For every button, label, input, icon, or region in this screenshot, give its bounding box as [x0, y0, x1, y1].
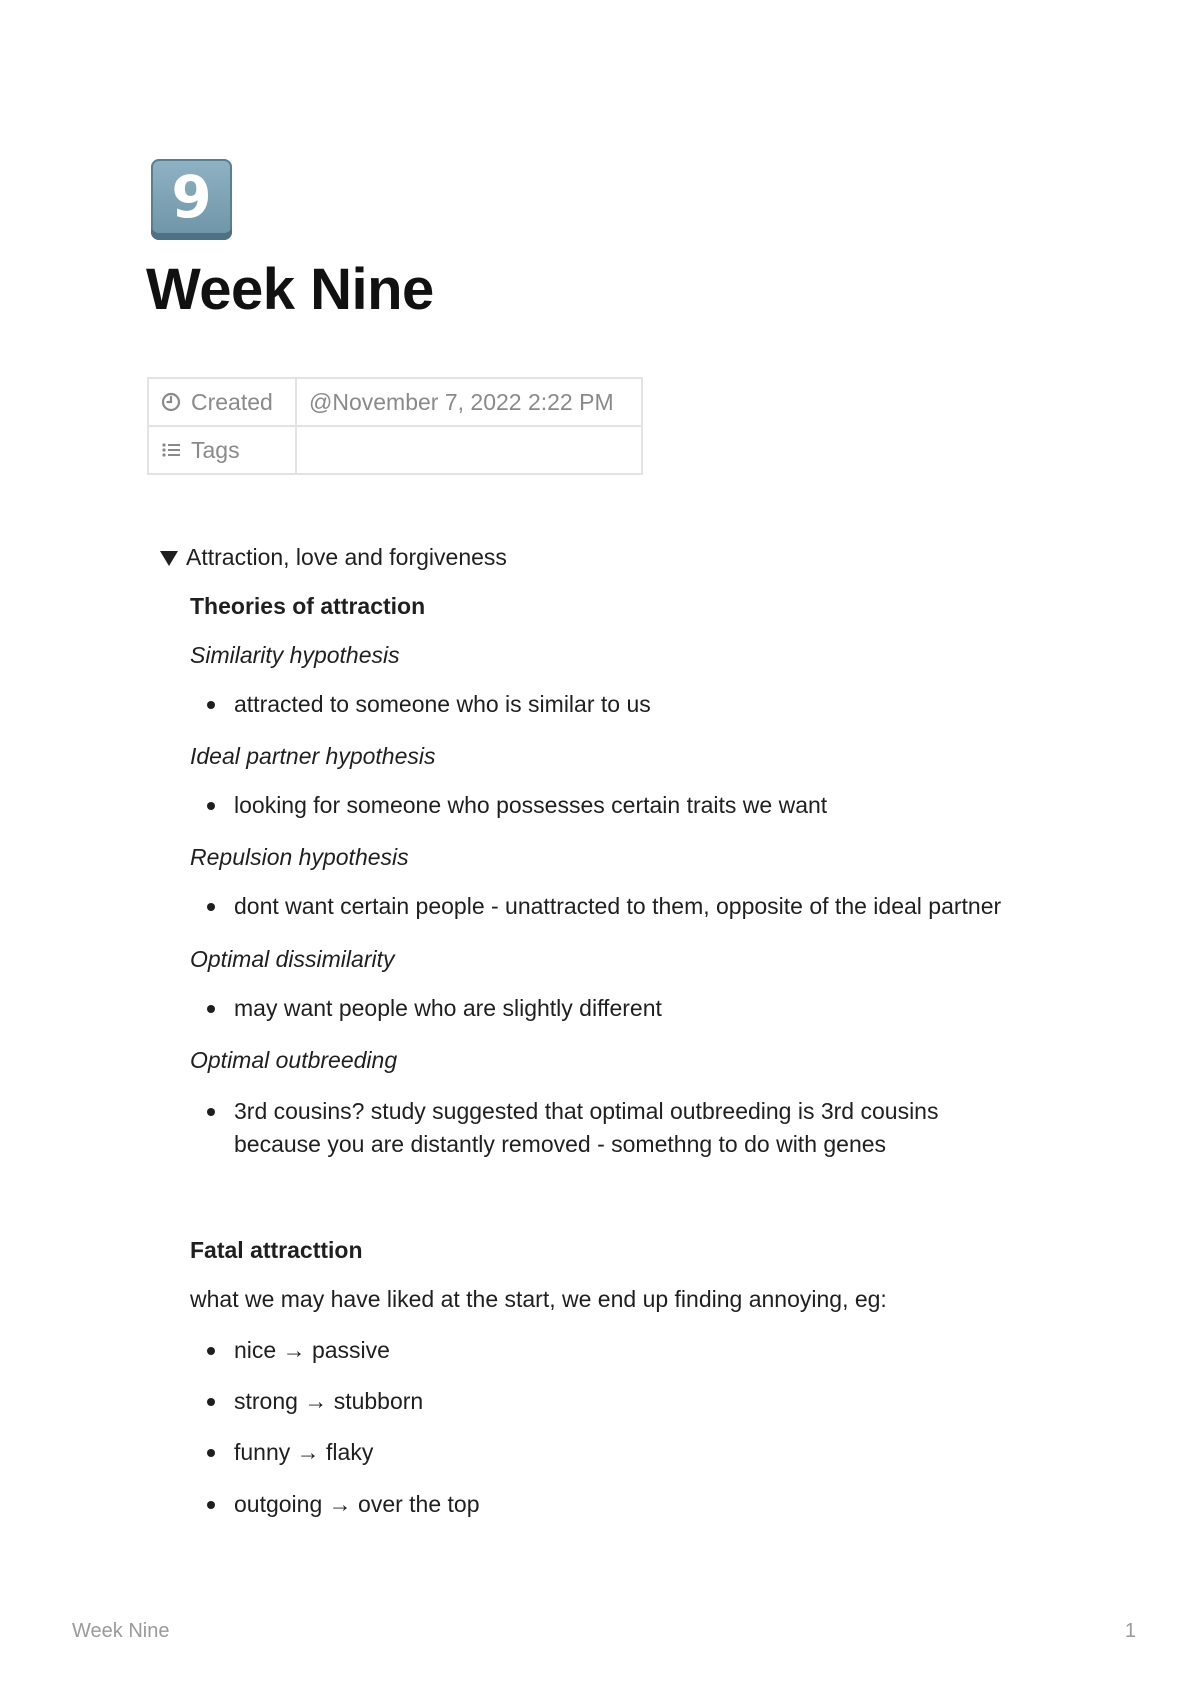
section-heading: Theories of attraction [190, 593, 426, 619]
bullet-dot [207, 1449, 215, 1457]
paragraph: what we may have liked at the start, we end up finding annoying, eg: [190, 1286, 887, 1312]
subheading: Optimal outbreeding [190, 1047, 398, 1073]
property-row-created [148, 378, 642, 426]
bullet-dot [207, 802, 215, 810]
subheading: Ideal partner hypothesis [190, 743, 436, 769]
property-key-cell [148, 378, 296, 426]
bullet-dot [207, 1398, 215, 1406]
keycap-9-icon [151, 159, 232, 240]
subheading: Repulsion hypothesis [190, 844, 409, 870]
properties-table [147, 377, 643, 475]
clock-icon [161, 392, 181, 412]
bullet-dot [207, 903, 215, 911]
footer-page-number: 1 [1124, 1620, 1136, 1642]
bullet-dot [207, 1108, 215, 1116]
list-item: may want people who are slightly different [190, 992, 662, 1025]
bullet-dot [207, 1005, 215, 1013]
bullet-dot [207, 701, 215, 709]
subheading: Similarity hypothesis [190, 642, 400, 668]
property-key-created: Created [191, 388, 273, 415]
property-value-tags[interactable] [296, 426, 642, 474]
bullet-dot [207, 1501, 215, 1509]
list-item: strong → stubborn [190, 1385, 423, 1418]
footer-title: Week Nine [72, 1620, 170, 1642]
list-item: funny → flaky [190, 1436, 373, 1469]
toggle-block[interactable] [160, 544, 507, 571]
list-item: 3rd cousins? study suggested that optimal outbreeding is 3rd cousins because you are distantly removed - somethng to do with genes [190, 1095, 938, 1162]
property-value-created[interactable]: @November 7, 2022 2:22 PM [296, 378, 642, 426]
subheading: Optimal dissimilarity [190, 946, 395, 972]
list-item: looking for someone who possesses certain traits we want [190, 789, 827, 822]
page-icon-glyph: 9 [171, 162, 212, 231]
list-item: nice → passive [190, 1334, 390, 1367]
list-item: outgoing → over the top [190, 1488, 480, 1521]
property-key-cell [148, 426, 296, 474]
bullet-dot [207, 1347, 215, 1355]
section-heading: Fatal attracttion [190, 1237, 363, 1263]
toggle-triangle-down-icon[interactable] [160, 551, 178, 566]
toggle-label: Attraction, love and forgiveness [186, 544, 507, 570]
page-title: Week Nine [146, 257, 434, 322]
list-item: dont want certain people - unattracted to them, opposite of the ideal partner [190, 890, 1001, 923]
property-key-tags: Tags [191, 436, 240, 463]
list-icon [161, 440, 181, 460]
property-row-tags [148, 426, 642, 474]
list-item: attracted to someone who is similar to us [190, 688, 651, 721]
